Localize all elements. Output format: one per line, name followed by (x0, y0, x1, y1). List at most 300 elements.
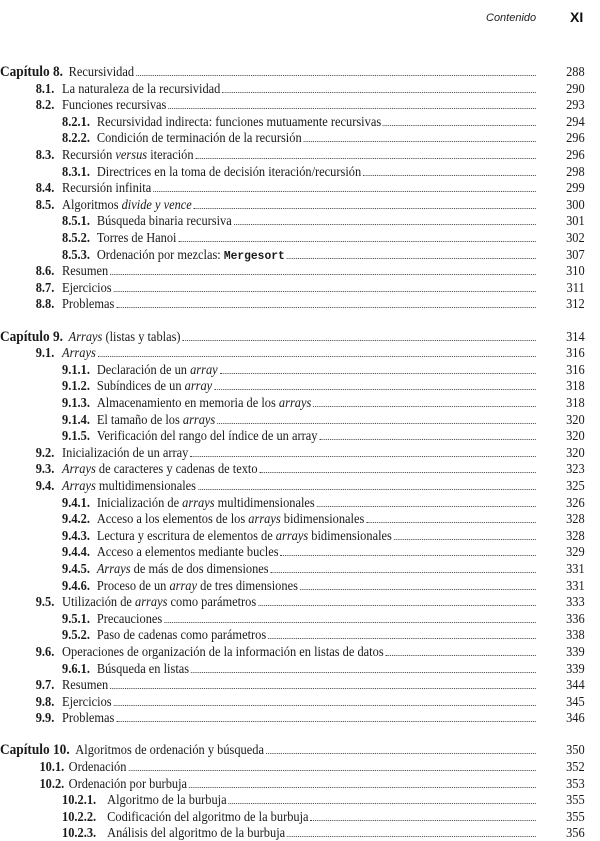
entry-line (36, 196, 538, 213)
toc-entry[interactable] (0, 660, 585, 677)
section-number: 10.2.2. (62, 808, 97, 824)
toc-entry[interactable] (0, 477, 585, 494)
title-segment: arrays (248, 511, 281, 527)
section-number: 9.1.3. (62, 394, 90, 410)
toc-entry[interactable] (0, 146, 585, 163)
entry-page-number: 293 (566, 97, 585, 113)
title-segment: Recursividad indirecta: funciones mutuamente recursivas (96, 113, 382, 129)
title-segment: Paso de cadenas como parámetros (96, 627, 267, 643)
section-title (62, 643, 384, 660)
entry-line (36, 643, 538, 660)
entry-line (62, 394, 538, 411)
entry-page-number: 296 (566, 147, 585, 162)
toc-entry[interactable] (0, 377, 585, 394)
title-segment: de más de dos dimensiones (130, 560, 269, 576)
section-number: 9.5.2. (62, 627, 90, 643)
title-segment: Directrices en la toma de decisión iteración/recursión (96, 163, 362, 179)
dot-leader (259, 472, 535, 473)
entry-page-number: 307 (566, 246, 585, 262)
toc-entry[interactable] (0, 80, 585, 97)
title-segment: Ordenación por mezclas: (96, 246, 224, 262)
dot-leader (110, 688, 536, 689)
entry-page-number: 320 (566, 411, 585, 427)
dot-leader (310, 820, 535, 821)
entry-page-number: 320 (566, 428, 585, 444)
entry-page-number: 318 (566, 394, 585, 410)
entry-line (62, 427, 538, 444)
section-title (62, 344, 96, 361)
page-number: XI (570, 9, 584, 25)
dot-leader (229, 803, 536, 804)
entry-page-number: 301 (566, 213, 585, 229)
entry-page-number: 346 (566, 710, 585, 726)
section-title (97, 527, 392, 544)
section-number: 9.8. (35, 693, 55, 709)
title-segment: multidimensionales (214, 494, 315, 510)
title-segment: arrays (275, 527, 309, 543)
section-number: 9.4.3. (62, 527, 90, 543)
toc-entry[interactable] (0, 808, 585, 825)
entry-page-number: 355 (566, 808, 585, 824)
entry-line (36, 146, 538, 163)
entry-line (36, 693, 538, 710)
section-title (97, 543, 279, 560)
title-segment: de caracteres y cadenas de texto (95, 461, 258, 477)
entry-line (62, 377, 538, 394)
title-segment: como parámetros (167, 594, 257, 610)
section-number: 9.5.1. (62, 610, 90, 626)
dot-leader (153, 191, 536, 192)
entry-page-number: 356 (566, 825, 585, 841)
entry-line (39, 775, 537, 792)
entry-line (36, 344, 538, 361)
entry-line (62, 510, 538, 527)
entry-line (62, 577, 538, 594)
section-number: 9.2. (35, 444, 55, 460)
running-header-section: Contenido (486, 12, 537, 24)
dot-leader (234, 224, 536, 225)
dot-leader (116, 307, 536, 308)
title-segment: Torres de Hanoi (96, 230, 177, 245)
section-title (97, 411, 215, 428)
section-number: Capítulo 9. (0, 328, 63, 345)
section-title (107, 791, 226, 808)
section-title (62, 262, 108, 279)
entry-page-number: 336 (566, 610, 585, 626)
section-title (62, 593, 256, 610)
section-title (69, 328, 181, 345)
toc-entry[interactable] (0, 279, 585, 296)
entry-page-number: 300 (566, 196, 585, 212)
toc-entry[interactable] (0, 510, 585, 527)
title-segment: Resumen (62, 677, 109, 693)
title-segment: Arrays (96, 560, 131, 576)
dot-leader (113, 291, 535, 292)
section-title (107, 824, 285, 841)
toc-entry[interactable] (0, 676, 585, 693)
dot-leader (110, 274, 536, 275)
entry-page-number: 345 (566, 693, 585, 709)
section-number: 8.5.3. (62, 246, 90, 262)
entry-page-number: 296 (566, 130, 585, 146)
entry-page-number: 352 (566, 759, 585, 774)
section-title (69, 63, 134, 80)
entry-page-number: 299 (566, 180, 585, 196)
entry-line (36, 96, 538, 113)
entry-line (36, 179, 538, 196)
dot-leader (194, 208, 536, 209)
dot-leader (190, 456, 536, 457)
dot-leader (366, 522, 536, 523)
section-title (97, 377, 212, 394)
toc-entry[interactable] (0, 427, 585, 444)
title-segment: Análisis del algoritmo de la burbuja (107, 825, 286, 841)
section-number: 9.4.4. (62, 544, 90, 560)
title-segment: Almacenamiento en memoria de los (96, 394, 279, 410)
toc-entry[interactable] (0, 113, 585, 130)
section-number: 9.1.2. (62, 378, 90, 394)
toc-entry[interactable] (0, 361, 585, 378)
section-number: 10.1. (39, 759, 65, 774)
section-number: 8.5. (35, 196, 55, 212)
section-number: 8.6. (35, 263, 55, 279)
title-segment: Declaración de un (96, 361, 191, 377)
dot-leader (304, 141, 536, 142)
section-title (62, 477, 196, 494)
toc-entry[interactable] (0, 460, 585, 477)
section-title (97, 229, 177, 246)
section-title (62, 146, 194, 163)
section-title (97, 560, 269, 577)
dot-leader (317, 506, 536, 507)
title-segment: Ordenación (68, 759, 127, 774)
title-segment: Algoritmos de ordenación y búsqueda (75, 742, 264, 758)
entry-line (36, 295, 538, 312)
section-title (97, 212, 232, 229)
entry-page-number: 310 (566, 263, 585, 279)
section-title (62, 196, 192, 213)
toc-entry[interactable] (0, 295, 585, 312)
toc-entry[interactable] (0, 394, 585, 411)
dot-leader (363, 175, 536, 176)
toc-entry[interactable] (0, 411, 585, 428)
entry-line (0, 63, 538, 80)
section-number: 9.1.1. (62, 361, 90, 377)
entry-line (62, 610, 538, 627)
section-title (97, 577, 298, 594)
entry-line (62, 527, 538, 544)
entry-page-number: 298 (566, 163, 585, 179)
dot-leader (168, 108, 536, 109)
entry-page-number: 323 (566, 461, 585, 477)
dot-leader (214, 389, 536, 390)
section-title (97, 129, 302, 146)
entry-page-number: 331 (566, 577, 585, 593)
section-number: 8.7. (35, 279, 55, 295)
title-segment: Problemas (62, 296, 115, 312)
title-segment: bidimensionales (280, 511, 365, 527)
title-segment: Arrays (68, 328, 103, 344)
entry-page-number: 328 (566, 527, 585, 543)
toc-entry[interactable] (0, 593, 585, 610)
entry-line (36, 279, 538, 296)
title-segment: Lectura y escritura de elementos de (96, 527, 276, 543)
entry-page-number: 312 (566, 296, 585, 312)
title-segment: arrays (182, 494, 215, 510)
title-segment: La naturaleza de la recursividad (62, 80, 221, 96)
title-segment: Ejercicios (62, 279, 112, 295)
title-segment: arrays (135, 594, 168, 610)
title-segment: Búsqueda en listas (96, 660, 190, 676)
toc-entry[interactable] (0, 262, 585, 279)
dot-leader (217, 423, 536, 424)
section-title (62, 676, 108, 693)
entry-page-number: 350 (566, 742, 585, 758)
section-number: 9.4.1. (62, 494, 90, 510)
title-segment: Arrays (62, 477, 96, 493)
dot-leader (319, 439, 535, 440)
toc-entry[interactable] (0, 560, 585, 577)
entry-page-number: 331 (566, 560, 585, 576)
entry-line (62, 808, 538, 825)
section-number: 8.5.2. (62, 230, 90, 245)
title-segment: Subíndices de un (96, 378, 185, 394)
entry-line (0, 741, 538, 758)
section-title (97, 113, 381, 130)
dot-leader (258, 605, 536, 606)
title-segment: El tamaño de los (96, 411, 183, 427)
section-number: 9.3. (35, 461, 55, 477)
title-segment: Inicialización de un array (62, 444, 189, 460)
toc-entry[interactable] (0, 129, 585, 146)
toc-entry[interactable] (0, 693, 585, 710)
toc-entry[interactable] (0, 344, 585, 361)
section-number: 8.2.2. (62, 130, 90, 146)
entry-line (36, 460, 538, 477)
section-number: 9.1.4. (62, 411, 90, 427)
section-number: 8.2.1. (62, 113, 90, 129)
title-segment: versus (115, 147, 148, 162)
entry-page-number: 333 (566, 594, 585, 610)
title-segment: arrays (182, 411, 216, 427)
chapter-entry[interactable] (0, 328, 585, 345)
title-segment: multidimensionales (95, 477, 196, 493)
dot-leader (195, 158, 535, 159)
section-title (97, 427, 318, 444)
section-number: 9.4.6. (62, 577, 90, 593)
dot-leader (113, 705, 535, 706)
dot-leader (386, 655, 536, 656)
toc-entry[interactable] (0, 212, 585, 229)
entry-page-number: 311 (566, 279, 585, 295)
title-segment: array (169, 577, 198, 593)
title-segment: Precauciones (96, 610, 163, 626)
section-title (97, 610, 162, 627)
toc-entry[interactable] (0, 709, 585, 726)
section-title (62, 444, 188, 461)
toc-entry[interactable] (0, 229, 585, 246)
toc-entry[interactable] (0, 494, 585, 511)
section-number: 9.5. (35, 594, 55, 610)
title-segment: Recursividad (68, 64, 135, 79)
dot-leader (394, 539, 536, 540)
entry-page-number: 339 (566, 643, 585, 659)
entry-page-number: 355 (566, 792, 585, 808)
entry-page-number: 329 (566, 544, 585, 560)
toc-entry[interactable] (0, 543, 585, 560)
title-segment: array (190, 361, 218, 377)
entry-line (62, 824, 538, 841)
section-number: 9.1.5. (62, 428, 90, 444)
entry-page-number: 326 (566, 494, 585, 510)
dot-leader (116, 721, 536, 722)
section-number: 9.4.2. (62, 511, 90, 527)
entry-page-number: 302 (566, 230, 585, 245)
section-title (97, 394, 311, 411)
entry-line (62, 113, 538, 130)
title-segment: Arrays (62, 461, 96, 477)
title-segment: Utilización de (62, 594, 136, 610)
entry-line (62, 494, 538, 511)
section-title (62, 179, 151, 196)
entry-line (62, 361, 538, 378)
section-number: 9.4. (35, 477, 55, 493)
section-title (69, 758, 127, 775)
dot-leader (266, 753, 536, 754)
toc-entry[interactable] (0, 527, 585, 544)
entry-line (36, 593, 538, 610)
section-title (62, 80, 220, 97)
title-segment: Acceso a elementos mediante bucles (96, 544, 279, 560)
dot-leader (136, 75, 536, 76)
entry-line (62, 129, 538, 146)
chapter-entry[interactable] (0, 741, 585, 759)
entry-page-number: 318 (566, 378, 585, 394)
entry-line (36, 709, 538, 726)
title-segment: Ejercicios (62, 693, 112, 709)
entry-page-number: 339 (566, 660, 585, 676)
toc-entry[interactable] (0, 179, 585, 196)
toc-entry[interactable] (0, 577, 585, 594)
entry-line (62, 543, 538, 560)
toc-entry[interactable] (0, 824, 585, 841)
toc-entry[interactable] (0, 196, 585, 213)
entry-page-number: 344 (566, 677, 585, 693)
entry-page-number: 320 (566, 444, 585, 460)
dot-leader (280, 555, 535, 556)
toc-entry[interactable] (0, 444, 585, 461)
title-segment: Codificación del algoritmo de la burbuja (107, 808, 309, 824)
toc-entry[interactable] (0, 758, 585, 775)
toc-entry[interactable] (0, 163, 585, 180)
toc-entry[interactable] (0, 626, 585, 643)
entry-line (36, 444, 538, 461)
dot-leader (128, 770, 535, 771)
dot-leader (98, 356, 536, 357)
section-title (97, 361, 218, 378)
section-title (62, 709, 114, 726)
entry-line (36, 262, 538, 279)
entry-page-number: 314 (566, 328, 585, 344)
title-segment: Búsqueda binaria recursiva (96, 213, 232, 229)
entry-line (0, 328, 538, 345)
dot-leader (178, 241, 535, 242)
entry-line (62, 246, 538, 263)
dot-leader (383, 125, 536, 126)
entry-line (39, 758, 537, 775)
section-number: Capítulo 8. (0, 64, 63, 80)
entry-page-number: 338 (566, 627, 585, 643)
toc-entry[interactable] (0, 96, 585, 113)
dot-leader (300, 589, 536, 590)
section-title (97, 660, 189, 677)
toc-entry[interactable] (0, 775, 585, 792)
entry-page-number: 316 (566, 361, 585, 377)
section-number: 9.6.1. (62, 660, 90, 676)
entry-line (62, 212, 538, 229)
title-segment: Recursión (62, 147, 116, 162)
entry-page-number: 290 (566, 80, 585, 96)
title-segment: Algoritmos (62, 196, 122, 212)
title-segment: Ordenación por burbuja (68, 775, 188, 791)
entry-line (36, 676, 538, 693)
title-segment: (listas y tablas) (102, 328, 181, 344)
section-number: 9.4.5. (62, 560, 90, 576)
section-title (107, 808, 308, 825)
entry-line (62, 163, 538, 180)
toc-entry[interactable] (0, 246, 585, 263)
entry-line (62, 229, 538, 246)
dot-leader (313, 406, 536, 407)
section-number: 8.4. (35, 180, 55, 196)
title-segment: Arrays (62, 345, 96, 361)
section-title (62, 693, 112, 710)
section-number: 8.2. (35, 97, 55, 113)
toc-entry[interactable] (0, 610, 585, 627)
section-title (62, 460, 258, 477)
toc-entry[interactable] (0, 643, 585, 660)
title-segment: Algoritmo de la burbuja (107, 792, 227, 808)
title-segment: Problemas (62, 710, 115, 726)
dot-leader (287, 258, 536, 259)
section-number: 9.9. (35, 710, 55, 726)
dot-leader (220, 373, 536, 374)
dot-leader (198, 489, 536, 490)
title-segment: Mergesort (223, 248, 285, 263)
entry-line (36, 80, 538, 97)
section-number: 10.2.1. (62, 792, 97, 808)
entry-line (36, 477, 538, 494)
entry-page-number: 288 (566, 64, 585, 79)
title-segment: Resumen (62, 263, 109, 279)
section-title (62, 96, 166, 113)
toc-entry[interactable] (0, 791, 585, 808)
section-number: 9.7. (35, 677, 55, 693)
section-number: 9.1. (35, 345, 55, 361)
section-number: 8.5.1. (62, 213, 90, 229)
title-segment: Acceso a los elementos de los (96, 511, 249, 527)
dot-leader (222, 92, 536, 93)
title-segment: bidimensionales (308, 527, 392, 543)
chapter-entry[interactable] (0, 63, 585, 80)
section-number: Capítulo 10. (0, 742, 70, 759)
dot-leader (271, 572, 536, 573)
dot-leader (287, 836, 536, 837)
section-title (62, 279, 112, 296)
dot-leader (182, 340, 535, 341)
section-title (69, 775, 187, 792)
entry-line (62, 560, 538, 577)
